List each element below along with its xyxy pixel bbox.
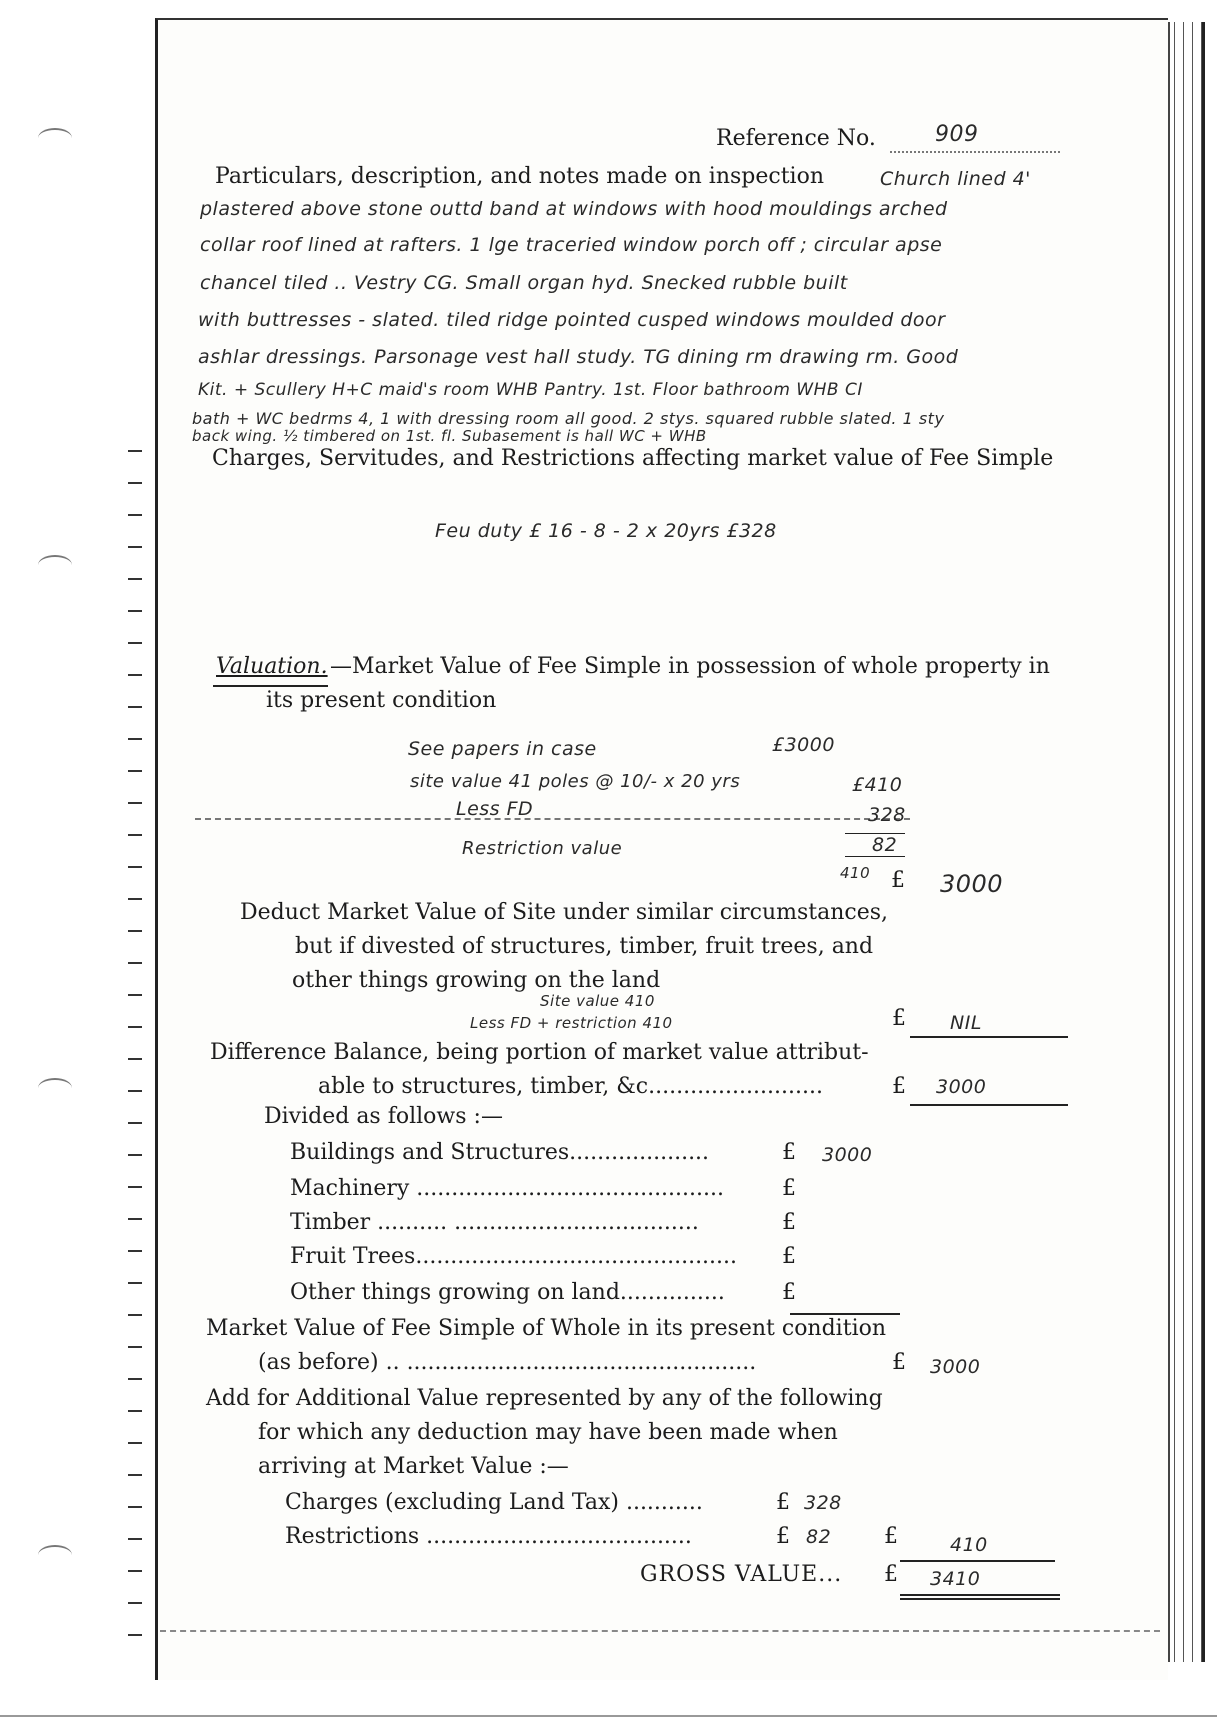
particulars-line: back wing. ½ timbered on 1st. fl. Subasement is hall WC + WHB <box>192 427 707 445</box>
reference-label: Reference No. <box>716 126 876 151</box>
restriction-value-note: Restriction value <box>462 838 623 859</box>
pound-sign: £ <box>892 1006 906 1031</box>
margin-ticks <box>128 420 142 1660</box>
page-bottom-rule <box>160 1630 1160 1632</box>
see-papers-note: See papers in case <box>408 738 597 760</box>
reference-number: 909 <box>935 122 979 147</box>
particulars-line: Kit. + Scullery H+C maid's room WHB Pantry. 1st. Floor bathroom WHB CI <box>198 380 863 400</box>
divided-label: Divided as follows :— <box>264 1104 503 1129</box>
page-stack-edge <box>1168 22 1205 1662</box>
valuation-dash-rule <box>195 818 910 820</box>
buildings-line: Buildings and Structures.................... <box>290 1140 710 1165</box>
charges-amount: 328 <box>804 1492 842 1514</box>
difference-amount: 3000 <box>936 1076 987 1098</box>
add-line: for which any deduction may have been made when <box>258 1420 838 1445</box>
site-value-note-2: Site value 410 <box>540 992 655 1010</box>
pound-sign: £ <box>891 868 905 893</box>
buildings-amount: 3000 <box>822 1144 873 1166</box>
less-fd-note: Less FD <box>456 798 534 820</box>
deduct-line: but if divested of structures, timber, fruit trees, and <box>295 934 874 959</box>
pound-sign: £ <box>782 1176 796 1201</box>
market-whole-line: (as before) .. .................................................. <box>258 1350 757 1375</box>
reference-rule <box>890 151 1060 153</box>
additional-total: 410 <box>950 1534 988 1556</box>
subtotal-rule <box>790 1313 900 1315</box>
fruit-trees-line: Fruit Trees.............................................. <box>290 1244 738 1269</box>
site-value-amount: £410 <box>852 774 903 796</box>
valuation-total: 3000 <box>940 870 1004 898</box>
less-fd-restriction-note: Less FD + restriction 410 <box>470 1014 673 1032</box>
pound-sign: £ <box>776 1524 790 1549</box>
difference-line: able to structures, timber, &c......................... <box>318 1074 823 1099</box>
particulars-label: Particulars, description, and notes made on inspection <box>215 164 824 189</box>
add-line: arriving at Market Value :— <box>258 1454 569 1479</box>
add-line: Add for Additional Value represented by any of the following <box>206 1386 883 1411</box>
particulars-line: bath + WC bedrms 4, 1 with dressing room all good. 2 stys. squared rubble slated. 1 sty <box>192 409 945 428</box>
gross-value-amount: 3410 <box>930 1568 981 1590</box>
particulars-line: Church lined 4' <box>880 168 1031 190</box>
other-things-line: Other things growing on land............... <box>290 1280 725 1305</box>
valuation-heading-underline <box>213 685 328 687</box>
valuation-line: —Market Value of Fee Simple in possession of whole property in <box>330 654 1050 679</box>
particulars-line: chancel tiled .. Vestry CG. Small organ hyd. Snecked rubble built <box>200 272 848 294</box>
gross-value-label: GROSS VALUE... <box>640 1562 843 1587</box>
restriction-total-rule <box>845 856 905 857</box>
valuation-heading: Valuation. <box>216 654 328 679</box>
deduct-line: Deduct Market Value of Site under similar circumstances, <box>240 900 889 925</box>
site-value-note: site value 41 poles @ 10/- x 20 yrs <box>410 771 741 792</box>
gross-rule <box>900 1594 1060 1596</box>
pound-sign: £ <box>782 1140 796 1165</box>
market-whole-amount: 3000 <box>930 1356 981 1378</box>
machinery-line: Machinery ............................................ <box>290 1176 724 1201</box>
difference-line: Difference Balance, being portion of market value attribut- <box>210 1040 869 1065</box>
pound-sign: £ <box>884 1562 898 1587</box>
feu-duty-note: Feu duty £ 16 - 8 - 2 x 20yrs £328 <box>435 520 777 542</box>
pound-sign: £ <box>782 1210 796 1235</box>
pound-sign: £ <box>884 1524 898 1549</box>
pound-sign: £ <box>782 1244 796 1269</box>
restriction-amount: 82 <box>872 834 898 856</box>
restrictions-amount: 82 <box>806 1526 832 1548</box>
particulars-line: collar roof lined at rafters. 1 lge traceried window porch off ; circular apse <box>200 234 943 256</box>
deduct-rule <box>910 1036 1068 1038</box>
difference-rule <box>910 1104 1068 1106</box>
subtotal-410: 410 <box>840 864 871 882</box>
deduct-amount: NIL <box>950 1012 982 1034</box>
particulars-line: plastered above stone outtd band at windows with hood mouldings arched <box>200 198 948 220</box>
charges-label: Charges, Servitudes, and Restrictions affecting market value of Fee Simple <box>212 446 1054 471</box>
restrictions-line: Restrictions ...................................... <box>285 1524 692 1549</box>
market-whole-line: Market Value of Fee Simple of Whole in its present condition <box>206 1316 887 1341</box>
punch-hole <box>38 1545 72 1565</box>
particulars-line: with buttresses - slated. tiled ridge pointed cusped windows moulded door <box>198 309 946 331</box>
pound-sign: £ <box>776 1490 790 1515</box>
see-papers-amount: £3000 <box>772 734 835 756</box>
pound-sign: £ <box>892 1350 906 1375</box>
pound-sign: £ <box>892 1074 906 1099</box>
timber-line: Timber .......... ................................... <box>290 1210 699 1235</box>
particulars-line: ashlar dressings. Parsonage vest hall study. TG dining rm drawing rm. Good <box>198 346 959 368</box>
valuation-line: its present condition <box>266 688 497 713</box>
punch-hole <box>38 555 72 575</box>
punch-hole <box>38 1078 72 1098</box>
charges-excl-line: Charges (excluding Land Tax) ........... <box>285 1490 703 1515</box>
pound-sign: £ <box>782 1280 796 1305</box>
scan-bottom-edge <box>0 1715 1217 1717</box>
gross-double-rule <box>900 1598 1060 1600</box>
additional-rule <box>900 1560 1055 1562</box>
punch-hole <box>38 128 72 148</box>
less-fd-amount: 328 <box>868 804 906 826</box>
deduct-line: other things growing on the land <box>292 968 661 993</box>
